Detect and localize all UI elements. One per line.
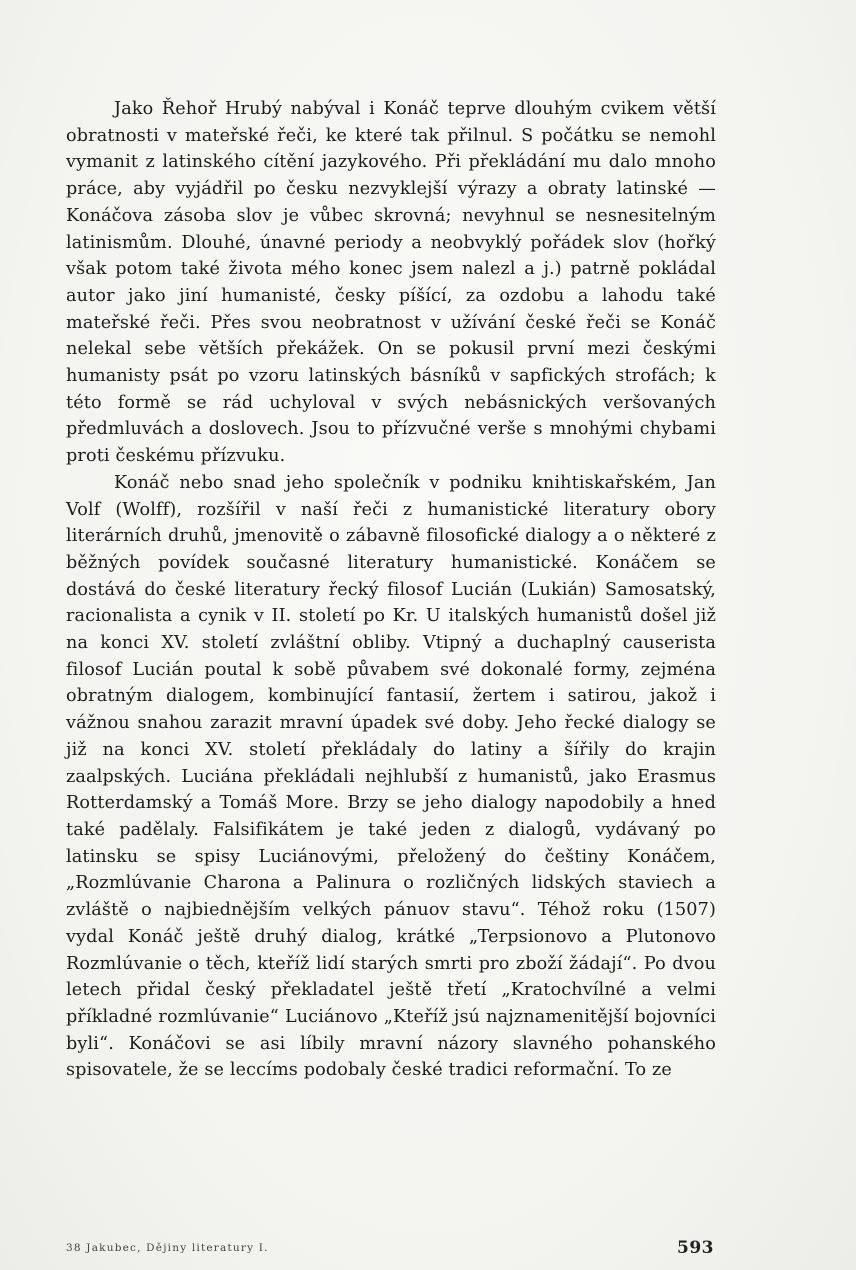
page-number: 593 xyxy=(677,1238,714,1258)
paragraph-1: Jako Řehoř Hrubý nabýval i Konáč teprve dlouhým cvikem větší obratnosti v mateřské řeči, ke které tak přilnul. S počátku se nemohl vymanit z latinského cítění jazykového. Při překládání mu dalo mnoho práce, aby vyjádřil po česku nezvyklejší výrazy a obraty latinské — Konáčova zásoba slov je vůbec skrovná; nevyhnul se nesnesitelným latinismům. Dlouhé, únavné periody a neobvyklý pořádek slov (hořký však potom také života mého konec jsem nalezl a j.) patrně pokládal autor jako jiní humanisté, česky píšící, za ozdobu a lahodu také mateřské řeči. Přes svou neobratnost v užívání české řeči se Konáč nelekal sebe větších překážek. On se pokusil první mezi českými humanisty psát po vzoru latinských básníků v sapfických strofách; k této formě se rád uchyloval v svých nebásnických veršovaných předmluvách a doslovech. Jsou to přízvučné verše s mnohými chybami proti českému přízvuku. xyxy=(66,99,716,467)
body-text xyxy=(66,96,716,1084)
paragraph-2: Konáč nebo snad jeho společník v podniku knihtiskařském, Jan Volf (Wolff), rozšířil v naší řeči z humanistické literatury obory literárních druhů, jmenovitě o zábavně filosofické dialogy a o některé z běžných povídek současné literatury humanistické. Konáčem se dostává do české literatury řecký filosof Lucián (Lukián) Samosatský, racionalista a cynik v II. století po Kr. U italských humanistů došel již na konci XV. století zvláštní obliby. Vtipný a duchaplný causerista filosof Lucián poutal k sobě půvabem své dokonalé formy, zejména obratným dialogem, kombinující fantasií, žertem i satirou, jakož i vážnou snahou zarazit mravní úpadek své doby. Jeho řecké dialogy se již na konci XV. století překládaly do latiny a šířily do krajin zaalpských. Luciána překládali nejhlubší z humanistů, jako Erasmus Rotterdamský a Tomáš More. Brzy se jeho dialogy napodobily a hned také padělaly. Falsifikátem je také jeden z dialogů, vydávaný po latinsku se spisy Luciánovými, přeložený do češtiny Konáčem, „Rozmlúvanie Charona a Palinura o rozličných lidských staviech a zvláště o najbiednějším velkých pánuov stavu“. Téhož roku (1507) vydal Konáč ještě druhý dialog, krátké „Terpsionovo a Plutonovo Rozmlúvanie o těch, kteříž lidí starých smrti pro zboží žádají“. Po dvou letech přidal český překladatel ještě třetí „Kratochvílné a velmi příkladné rozmlúvanie“ Luciánovo „Kteříž jsú najznamenitější bojovníci byli“. Konáčovi se asi líbily mravní názory slavného pohanského spisovatele, že se leccíms podobaly české tradici reformační. To ze xyxy=(66,472,716,1081)
page-footer xyxy=(66,1238,714,1266)
printer-signature: 38 Jakubec, Dějiny literatury I. xyxy=(66,1242,269,1254)
